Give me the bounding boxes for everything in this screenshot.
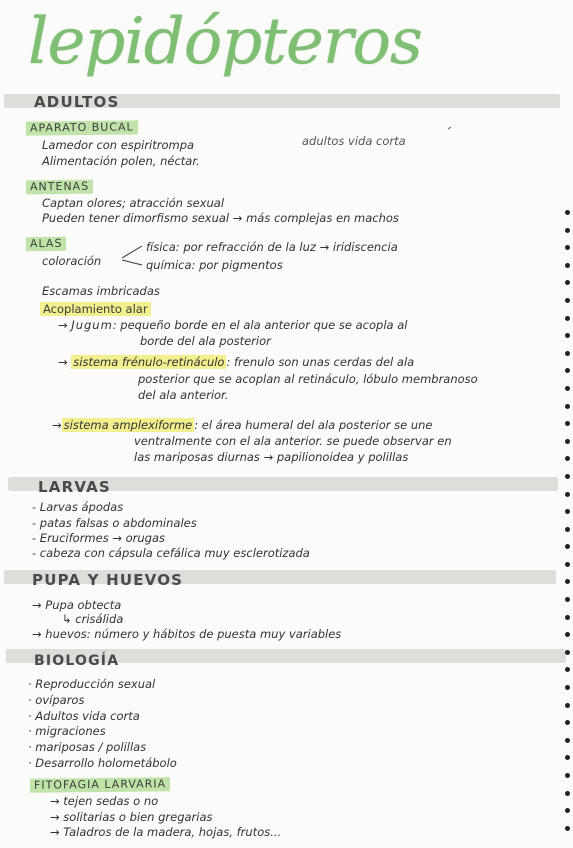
binding-hole — [565, 791, 570, 796]
alas-escamas: Escamas imbricadas — [42, 284, 160, 298]
side-note-mark — [448, 127, 451, 129]
frenulo-line-3: del ala anterior. — [138, 388, 229, 402]
larvas-line-2: - patas falsas o abdominales — [32, 516, 197, 530]
label-antenas: ANTENAS — [26, 180, 93, 195]
binding-hole — [565, 280, 570, 285]
biologia-line-2: · ovíparos — [28, 693, 85, 707]
binding-hole — [565, 738, 570, 743]
larvas-line-1: - Larvas ápodas — [32, 500, 124, 514]
coloracion-branch-upper — [122, 246, 142, 258]
frenulo-text-1: : frenulo son unas cerdas del ala — [226, 355, 415, 369]
binding-hole — [565, 632, 570, 637]
binding-hole — [565, 544, 570, 549]
label-aparato-bucal: APARATO BUCAL — [26, 120, 138, 135]
antenas-line-2: Pueden tener dimorfismo sexual → más complejas en machos — [42, 211, 399, 225]
biologia-line-5: · mariposas / polillas — [28, 740, 147, 754]
amplexiforme-line-3: las mariposas diurnas → papilionoidea y polillas — [134, 450, 409, 464]
biologia-line-6: · Desarrollo holometábolo — [28, 756, 177, 770]
fitofagia-line-1: → tejen sedas o no — [50, 794, 159, 808]
binding-hole — [565, 703, 570, 708]
larvas-line-3: - Eruciformes → orugas — [32, 531, 166, 545]
binding-hole — [565, 386, 570, 391]
side-note-adultos-vida-corta: adultos vida corta — [302, 134, 406, 148]
aparato-bucal-line-2: Alimentación polen, néctar. — [42, 154, 200, 168]
binding-hole — [565, 333, 570, 338]
section-heading-pupa: PUPA Y HUEVOS — [32, 571, 184, 589]
pupa-line-3: → huevos: número y hábitos de puesta muy variables — [32, 627, 342, 641]
antenas-line-1: Captan olores; atracción sexual — [42, 196, 225, 210]
fitofagia-line-2: → solitarias o bien gregarias — [50, 810, 213, 824]
amplexiforme-label: sistema amplexiforme — [63, 418, 193, 432]
amplexiforme-line-1: → sistema amplexiforme : el área humeral del ala posterior se une — [52, 418, 433, 432]
binding-hole — [565, 773, 570, 778]
binding-hole — [565, 826, 570, 831]
binding-hole — [565, 404, 570, 409]
binding-hole — [565, 210, 570, 215]
binding-hole — [565, 808, 570, 813]
binding-hole — [565, 720, 570, 725]
binding-hole — [565, 509, 570, 514]
binding-hole — [565, 298, 570, 303]
binding-hole — [565, 579, 570, 584]
amplexiforme-text-1: : el área humeral del ala posterior se une — [194, 418, 433, 432]
biologia-line-4: · migraciones — [28, 724, 106, 738]
frenulo-label: sistema frénulo-retináculo — [73, 355, 225, 369]
larvas-line-4: - cabeza con cápsula cefálica muy esclerotizada — [32, 546, 310, 560]
biologia-line-3: · Adultos vida corta — [28, 709, 140, 723]
frenulo-line-2: posterior que se acoplan al retináculo, lóbulo membranoso — [138, 372, 478, 386]
binding-hole — [565, 685, 570, 690]
aparato-bucal-line-1: Lamedor con espiritrompa — [42, 138, 195, 152]
jugum-line-2: borde del ala posterior — [140, 334, 271, 348]
label-alas: ALAS — [26, 237, 67, 251]
binding-hole — [565, 597, 570, 602]
alas-fisica: física: por refracción de la luz → iridiscencia — [146, 240, 398, 254]
binding-hole — [565, 650, 570, 655]
binding-hole — [565, 527, 570, 532]
section-heading-biologia: BIOLOGÍA — [34, 653, 120, 669]
binding-hole — [565, 755, 570, 760]
page-title: lepidópteros — [28, 5, 422, 79]
binding-hole — [565, 492, 570, 497]
binding-hole — [565, 615, 570, 620]
binding-hole — [565, 439, 570, 444]
binding-hole — [565, 351, 570, 356]
section-heading-adultos: ADULTOS — [34, 93, 120, 111]
label-fitofagia-larvaria: FITOFAGIA LARVARIA — [30, 777, 170, 792]
coloracion-branch-lower — [122, 260, 142, 265]
binding-hole — [565, 456, 570, 461]
alas-coloracion: coloración — [42, 254, 102, 268]
binding-hole — [565, 316, 570, 321]
binding-hole — [565, 263, 570, 268]
label-acoplamiento-alar: Acoplamiento alar — [40, 302, 151, 316]
section-heading-larvas: LARVAS — [38, 478, 111, 496]
jugum-line-1: → Jugum: pequeño borde en el ala anterior que se acopla al — [58, 318, 408, 332]
binding-hole — [565, 562, 570, 567]
binding-hole — [565, 421, 570, 426]
jugum-text-1: : pequeño borde en el ala anterior que se acopla al — [112, 318, 408, 332]
binding-hole — [565, 228, 570, 233]
pupa-line-2: ↳ crisálida — [62, 612, 124, 626]
binding-holes — [565, 210, 571, 843]
binding-hole — [565, 474, 570, 479]
frenulo-line-1: → sistema frénulo-retináculo : frenulo son unas cerdas del ala — [58, 355, 415, 369]
jugum-label: Jugum — [71, 318, 113, 332]
fitofagia-line-3: → Taladros de la madera, hojas, frutos... — [50, 825, 282, 839]
binding-hole — [565, 245, 570, 250]
pupa-line-1: → Pupa obtecta — [32, 598, 122, 612]
amplexiforme-line-2: ventralmente con el ala anterior. se puede observar en — [134, 434, 452, 448]
biologia-line-1: · Reproducción sexual — [28, 677, 156, 691]
binding-hole — [565, 667, 570, 672]
binding-hole — [565, 368, 570, 373]
alas-quimica: química: por pigmentos — [146, 258, 283, 272]
